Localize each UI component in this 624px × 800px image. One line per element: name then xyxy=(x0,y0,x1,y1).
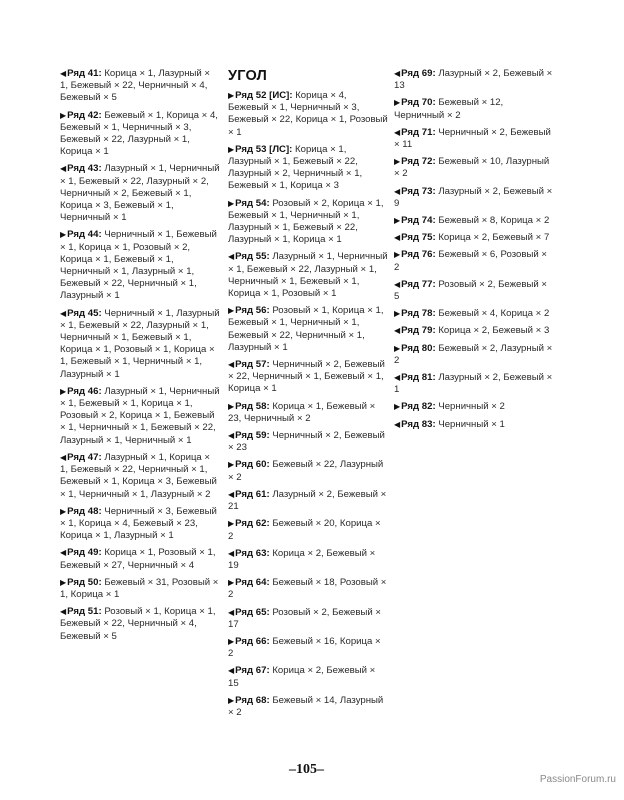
row-label: Ряд 76: xyxy=(401,249,436,261)
arrow-left-icon: ◀ xyxy=(60,607,67,617)
row-text: Лазурный × 2, Бежевый × 13 xyxy=(394,68,553,92)
row-text: Розовый × 1, Корица × 1, Бежевый × 22, Черничный × 4, Бежевый × 5 xyxy=(60,606,216,642)
row-text: Бежевый × 22, Лазурный × 2 xyxy=(228,459,384,483)
arrow-right-icon: ▶ xyxy=(60,110,67,120)
arrow-left-icon: ◀ xyxy=(60,308,67,318)
row-label: Ряд 60: xyxy=(235,459,270,471)
row-text: Бежевый × 6, Розовый × 2 xyxy=(394,249,548,273)
arrow-right-icon: ▶ xyxy=(394,402,401,412)
row-label: Ряд 83: xyxy=(401,418,436,430)
arrow-right-icon: ▶ xyxy=(394,343,401,353)
row-label: Ряд 81: xyxy=(401,372,436,384)
arrow-left-icon: ◀ xyxy=(60,164,67,174)
arrow-left-icon: ◀ xyxy=(394,233,401,243)
row-text: Черничный × 2, Бежевый × 22, Черничный × 1, Бежевый × 1, Корица × 1 xyxy=(228,359,385,395)
row-instruction xyxy=(60,452,220,501)
watermark: PassionForum.ru xyxy=(539,774,616,785)
row-instruction xyxy=(228,359,388,396)
row-text: Бежевый × 18, Розовый × 2 xyxy=(228,577,387,601)
row-text: Бежевый × 12, Черничный × 2 xyxy=(394,97,504,121)
arrow-left-icon: ◀ xyxy=(394,326,401,336)
row-instruction xyxy=(394,186,554,210)
arrow-left-icon: ◀ xyxy=(394,127,401,137)
row-label: Ряд 78: xyxy=(401,308,436,320)
row-label: Ряд 62: xyxy=(235,518,270,530)
arrow-right-icon: ▶ xyxy=(394,250,401,260)
row-instruction xyxy=(394,343,554,367)
row-text: Бежевый × 20, Корица × 2 xyxy=(228,518,381,542)
row-label: Ряд 61: xyxy=(235,488,270,500)
row-label: Ряд 66: xyxy=(235,635,270,647)
row-text: Черничный × 2, Бежевый × 23 xyxy=(228,430,385,454)
row-instruction xyxy=(394,68,554,92)
row-instruction xyxy=(394,325,554,337)
row-label: Ряд 48: xyxy=(67,505,102,517)
row-text: Лазурный × 1, Корица × 1, Бежевый × 22, Черничный × 1, Бежевый × 1, Корица × 3, Бежевый × 1, Черничный × 1, Лазурный × 2 xyxy=(60,451,217,500)
row-label: Ряд 56: xyxy=(235,305,270,317)
row-label: Ряд 73: xyxy=(401,185,436,197)
row-instruction xyxy=(228,144,388,193)
row-text: Лазурный × 1, Черничный × 1, Бежевый × 22, Лазурный × 2, Черничный × 2, Бежевый × 1, Корица × 3, Бежевый × 1, Черничный × 1 xyxy=(60,163,220,224)
row-label: Ряд 63: xyxy=(235,547,270,559)
row-text: Черничный × 1 xyxy=(438,418,505,430)
row-text: Черничный × 1, Лазурный × 1, Бежевый × 22, Лазурный × 1, Черничный × 1, Бежевый × 1, Корица × 1, Розовый × 1, Корица × 1, Бежевый × 1, Черничный × 1, Лазурный × 1 xyxy=(60,307,220,380)
row-instruction xyxy=(394,156,554,180)
row-label: Ряд 77: xyxy=(401,278,436,290)
row-instruction xyxy=(60,577,220,601)
row-instruction xyxy=(228,90,388,139)
arrow-left-icon: ◀ xyxy=(60,452,67,462)
row-instruction xyxy=(394,127,554,151)
arrow-left-icon: ◀ xyxy=(228,360,235,370)
row-instruction xyxy=(228,636,388,660)
row-text: Розовый × 2, Бежевый × 17 xyxy=(228,606,382,630)
arrow-right-icon: ▶ xyxy=(60,577,67,587)
row-text: Бежевый × 16, Корица × 2 xyxy=(228,635,381,660)
row-instruction xyxy=(228,305,388,354)
arrow-right-icon: ▶ xyxy=(228,306,235,316)
row-instruction xyxy=(228,198,388,247)
arrow-left-icon: ◀ xyxy=(394,186,401,196)
row-text: Корица × 4, Бежевый × 1, Черничный × 3, Бежевый × 22, Корица × 1, Розовый × 1 xyxy=(228,90,388,138)
row-label: Ряд 55: xyxy=(235,251,270,263)
row-text: Лазурный × 2, Бежевый × 21 xyxy=(228,488,387,513)
row-text: Корица × 1, Лазурный × 1, Бежевый × 22, Черничный × 4, Бежевый × 5 xyxy=(60,68,211,104)
column-3 xyxy=(394,68,554,436)
row-instruction xyxy=(394,249,554,273)
row-label: Ряд 50: xyxy=(67,576,102,588)
arrow-right-icon: ▶ xyxy=(228,401,235,411)
row-label: Ряд 54: xyxy=(235,197,270,209)
row-label: Ряд 45: xyxy=(67,307,102,319)
row-instruction xyxy=(394,372,554,396)
row-instruction xyxy=(60,386,220,447)
row-label: Ряд 75: xyxy=(401,232,436,244)
arrow-right-icon: ▶ xyxy=(228,519,235,529)
arrow-right-icon: ▶ xyxy=(228,460,235,470)
row-label: Ряд 46: xyxy=(67,385,102,397)
row-instruction xyxy=(60,110,220,159)
arrow-left-icon: ◀ xyxy=(394,373,401,383)
row-text: Розовый × 1, Корица × 1, Бежевый × 1, Черничный × 1, Бежевый × 22, Черничный × 1, Лазурный × 1 xyxy=(228,305,384,353)
row-instruction xyxy=(228,251,388,300)
arrow-left-icon: ◀ xyxy=(228,607,235,617)
row-text: Бежевый × 10, Лазурный × 2 xyxy=(394,156,550,180)
row-text: Корица × 1, Бежевый × 23, Черничный × 2 xyxy=(228,400,376,424)
row-label: Ряд 51: xyxy=(67,606,102,618)
arrow-right-icon: ▶ xyxy=(60,386,67,396)
row-instruction xyxy=(394,401,554,413)
arrow-right-icon: ▶ xyxy=(228,91,235,100)
row-text: Бежевый × 2, Лазурный × 2 xyxy=(394,342,553,366)
row-text: Корица × 1, Лазурный × 1, Бежевый × 22, Лазурный × 2, Черничный × 1, Бежевый × 1, Корица × 3 xyxy=(228,143,363,192)
row-label: Ряд 71: xyxy=(401,126,436,138)
column-2 xyxy=(228,68,388,724)
arrow-left-icon: ◀ xyxy=(228,252,235,262)
row-instruction xyxy=(228,577,388,601)
row-label: Ряд 68: xyxy=(235,694,270,706)
row-label: Ряд 79: xyxy=(401,325,436,337)
row-text: Лазурный × 2, Бежевый × 9 xyxy=(394,185,553,209)
row-text: Розовый × 2, Бежевый × 5 xyxy=(394,278,548,303)
arrow-right-icon: ▶ xyxy=(60,230,67,240)
row-label: Ряд 65: xyxy=(235,606,270,618)
arrow-right-icon: ▶ xyxy=(228,578,235,588)
row-instruction xyxy=(228,489,388,513)
row-instruction xyxy=(60,163,220,224)
row-label: Ряд 57: xyxy=(235,359,270,371)
row-instruction xyxy=(228,401,388,425)
row-text: Корица × 1, Розовый × 1, Бежевый × 27, Черничный × 4 xyxy=(60,547,216,571)
row-text: Бежевый × 14, Лазурный × 2 xyxy=(228,694,384,718)
row-instruction xyxy=(228,548,388,572)
arrow-right-icon: ▶ xyxy=(228,695,235,705)
row-label: Ряд 82: xyxy=(401,401,436,413)
row-instruction xyxy=(394,308,554,320)
row-label: Ряд 49: xyxy=(67,547,102,559)
arrow-left-icon: ◀ xyxy=(228,548,235,558)
arrow-right-icon: ▶ xyxy=(228,636,235,646)
arrow-left-icon: ◀ xyxy=(228,666,235,676)
arrow-left-icon: ◀ xyxy=(394,419,401,429)
arrow-right-icon: ▶ xyxy=(394,309,401,319)
arrow-left-icon: ◀ xyxy=(228,431,235,441)
row-instruction xyxy=(228,430,388,454)
row-instruction xyxy=(228,607,388,631)
row-instruction xyxy=(394,419,554,431)
arrow-left-icon: ◀ xyxy=(60,69,67,78)
arrow-right-icon: ▶ xyxy=(228,198,235,208)
row-instruction xyxy=(60,547,220,571)
row-instruction xyxy=(228,459,388,483)
row-text: Бежевый × 31, Розовый × 1, Корица × 1 xyxy=(60,576,219,600)
row-label: Ряд 59: xyxy=(235,430,270,442)
row-label: Ряд 58: xyxy=(235,400,270,412)
row-label: Ряд 64: xyxy=(235,577,270,589)
row-label: Ряд 67: xyxy=(235,665,270,677)
row-text: Розовый × 2, Корица × 1, Бежевый × 1, Черничный × 1, Лазурный × 1, Бежевый × 22, Лазурный × 1, Корица × 1 xyxy=(228,197,384,246)
arrow-left-icon: ◀ xyxy=(60,548,67,558)
row-label: Ряд 80: xyxy=(401,342,436,354)
row-text: Корица × 2, Бежевый × 7 xyxy=(438,232,550,244)
arrow-right-icon: ▶ xyxy=(394,216,401,226)
arrow-right-icon: ▶ xyxy=(228,144,235,154)
row-text: Бежевый × 1, Корица × 4, Бежевый × 1, Черничный × 3, Бежевый × 22, Лазурный × 1, Корица × 1 xyxy=(60,109,218,158)
row-instruction xyxy=(60,506,220,543)
page-number: –105– xyxy=(289,762,324,777)
row-text: Черничный × 1, Бежевый × 1, Корица × 1, Розовый × 2, Корица × 1, Бежевый × 1, Черничный × 1, Лазурный × 1, Бежевый × 22, Черничный × 1, Лазурный × 1 xyxy=(60,229,217,302)
row-label: Ряд 41: xyxy=(67,68,102,79)
column-1 xyxy=(60,68,220,648)
row-text: Черничный × 2, Бежевый × 11 xyxy=(394,126,551,151)
row-instruction xyxy=(228,665,388,689)
row-label: Ряд 43: xyxy=(67,163,102,175)
row-instruction xyxy=(228,695,388,719)
row-instruction xyxy=(60,308,220,381)
row-label: Ряд 52 [ИС]: xyxy=(235,90,293,101)
row-text: Бежевый × 8, Корица × 2 xyxy=(438,215,550,227)
row-text: Черничный × 3, Бежевый × 1, Корица × 4, Бежевый × 23, Корица × 1, Лазурный × 1 xyxy=(60,505,217,542)
row-label: Ряд 72: xyxy=(401,156,436,168)
row-text: Корица × 2, Бежевый × 15 xyxy=(228,665,376,689)
row-label: Ряд 47: xyxy=(67,451,102,463)
arrow-left-icon: ◀ xyxy=(228,489,235,499)
row-text: Лазурный × 1, Черничный × 1, Бежевый × 1, Корица × 1, Розовый × 2, Корица × 1, Бежевый × 1, Черничный × 1, Бежевый × 22, Лазурный × 1, Черничный × 1 xyxy=(60,385,220,446)
row-text: Корица × 2, Бежевый × 3 xyxy=(438,325,550,337)
arrow-left-icon: ◀ xyxy=(394,279,401,289)
section-heading: УГОЛ xyxy=(228,68,267,84)
row-instruction xyxy=(228,518,388,542)
row-text: Бежевый × 4, Корица × 2 xyxy=(438,308,550,320)
row-label: Ряд 53 [ЛС]: xyxy=(235,143,293,155)
row-label: Ряд 74: xyxy=(401,215,436,227)
arrow-left-icon: ◀ xyxy=(394,69,401,78)
row-label: Ряд 44: xyxy=(67,229,102,241)
row-label: Ряд 69: xyxy=(401,68,436,79)
row-text: Черничный × 2 xyxy=(438,401,505,413)
row-instruction xyxy=(60,606,220,643)
arrow-right-icon: ▶ xyxy=(394,98,401,108)
row-label: Ряд 42: xyxy=(67,109,102,121)
row-text: Корица × 2, Бежевый × 19 xyxy=(228,547,376,571)
row-instruction xyxy=(394,215,554,227)
row-instruction xyxy=(394,279,554,303)
row-instruction xyxy=(394,232,554,244)
arrow-right-icon: ▶ xyxy=(394,157,401,167)
row-label: Ряд 70: xyxy=(401,97,436,109)
row-instruction xyxy=(394,97,554,121)
row-text: Лазурный × 2, Бежевый × 1 xyxy=(394,372,553,396)
arrow-right-icon: ▶ xyxy=(60,506,67,516)
row-instruction xyxy=(60,229,220,302)
row-text: Лазурный × 1, Черничный × 1, Бежевый × 22, Лазурный × 1, Черничный × 1, Бежевый × 1, Корица × 1, Розовый × 1 xyxy=(228,251,388,300)
row-instruction xyxy=(60,68,220,105)
